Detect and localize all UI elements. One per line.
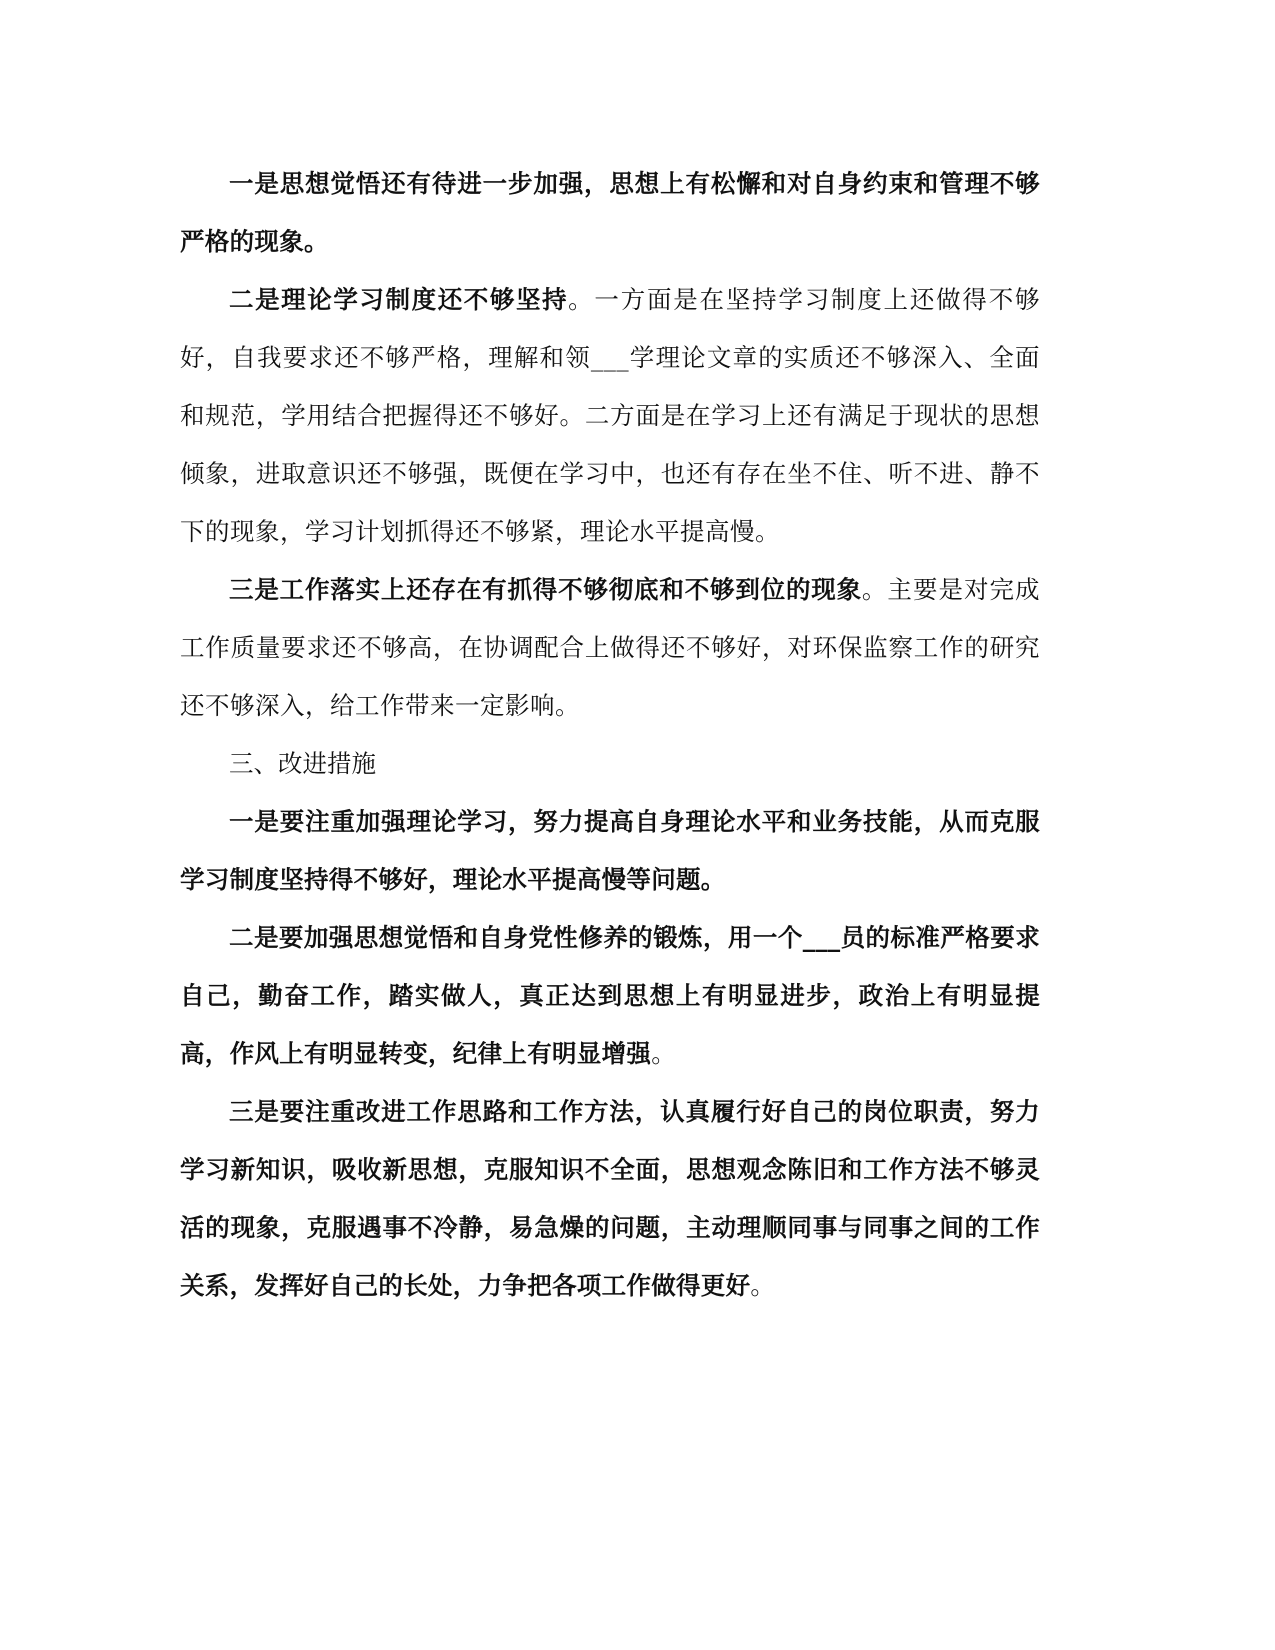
problem-3-body-text: 。主要是对完成工作质量要求还不够高，在协调配合上做得还不够好，对环保监察工作的研究还不够深入，给工作带来一定影响。: [180, 575, 1041, 720]
measure-paragraph-1: [180, 793, 1040, 909]
problem-2-body-text: 。一方面是在坚持学习制度上还做得不够好，自我要求还不够严格，理解和领___学理论文章的实质还不够深入、全面和规范，学用结合把握得还不够好。二方面是在学习上还有满足于现状的思想倾象，进取意识还不够强，既便在学习中，也还有存在坐不住、听不进、静不下的现象，学习计划抓得还不够紧，理论水平提高慢。: [180, 285, 1040, 546]
problem-paragraph-3: [180, 561, 1040, 735]
problem-paragraph-1: [180, 155, 1040, 271]
problem-2-bold-text: 二是理论学习制度还不够坚持: [229, 285, 569, 314]
section-heading: 三、改进措施: [229, 749, 376, 778]
measure-3-body-text: 。: [750, 1271, 776, 1300]
measure-3-bold-text: 三是要注重改进工作思路和工作方法，认真履行好自己的岗位职责，努力学习新知识，吸收新思想，克服知识不全面，思想观念陈旧和工作方法不够灵活的现象，克服遇事不冷静，易急燥的问题，主动理顺同事与同事之间的工作关系，发挥好自己的长处，力争把各项工作做得更好: [180, 1097, 1040, 1300]
measure-paragraph-3: [180, 1083, 1040, 1315]
measure-1-bold-text: 一是要注重加强理论学习，努力提高自身理论水平和业务技能，从而克服学习制度坚持得不够好，理论水平提高慢等问题。: [180, 807, 1040, 894]
measure-2-body-text: 。: [651, 1039, 677, 1068]
measure-paragraph-2: [180, 909, 1040, 1083]
problem-1-bold-text: 一是思想觉悟还有待进一步加强，思想上有松懈和对自身约束和管理不够严格的现象。: [180, 169, 1040, 256]
problem-paragraph-2: [180, 271, 1040, 561]
document-page: [180, 155, 1040, 1315]
problem-3-bold-text: 三是工作落实上还存在有抓得不够彻底和不够到位的现象: [229, 575, 862, 604]
measure-2-bold-text: 二是要加强思想觉悟和自身党性修养的锻炼，用一个___员的标准严格要求自己，勤奋工作，踏实做人，真正达到思想上有明显进步，政治上有明显提高，作风上有明显转变，纪律上有明显增强: [180, 923, 1040, 1068]
